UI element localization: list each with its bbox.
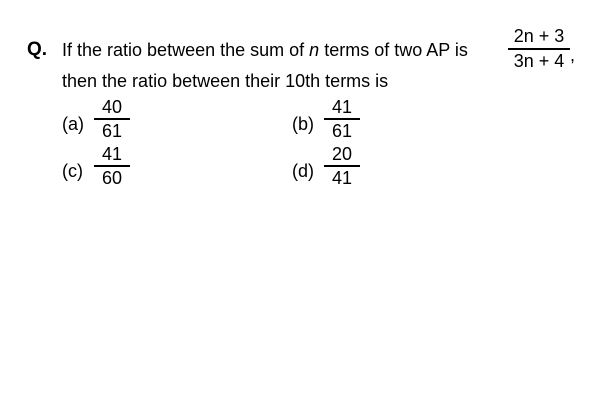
question-line-1-text: If the ratio between the sum of: [62, 40, 305, 60]
option-c-label[interactable]: (c): [62, 161, 83, 181]
option-a-denominator: 61: [101, 120, 123, 141]
question-variable-n: n: [309, 40, 320, 60]
ratio-fraction: [508, 25, 570, 73]
question-line-2: then the ratio between their 10th terms is: [62, 71, 389, 91]
ratio-denominator: 3n + 4: [513, 50, 565, 71]
ratio-numerator: 2n + 3: [513, 26, 565, 46]
option-d-denominator: 41: [331, 167, 353, 188]
option-d-numerator: 20: [331, 144, 353, 164]
option-a-numerator: 40: [101, 97, 123, 117]
option-c-denominator: 60: [101, 167, 123, 188]
question-label: Q.: [27, 39, 48, 60]
option-b-label[interactable]: (b): [292, 114, 314, 134]
option-a-fraction[interactable]: [94, 96, 130, 142]
option-d-fraction[interactable]: [324, 143, 360, 189]
option-b-fraction[interactable]: [324, 96, 360, 142]
option-b-denominator: 61: [331, 120, 353, 141]
ratio-comma: ,: [570, 45, 576, 65]
question-line-1-rest: terms of two AP is: [324, 40, 468, 60]
option-c-fraction[interactable]: [94, 143, 130, 189]
option-b-numerator: 41: [331, 97, 353, 117]
question-line-1: [62, 38, 468, 62]
option-a-label[interactable]: (a): [62, 114, 84, 134]
option-c-numerator: 41: [101, 144, 123, 164]
option-d-label[interactable]: (d): [292, 161, 314, 181]
